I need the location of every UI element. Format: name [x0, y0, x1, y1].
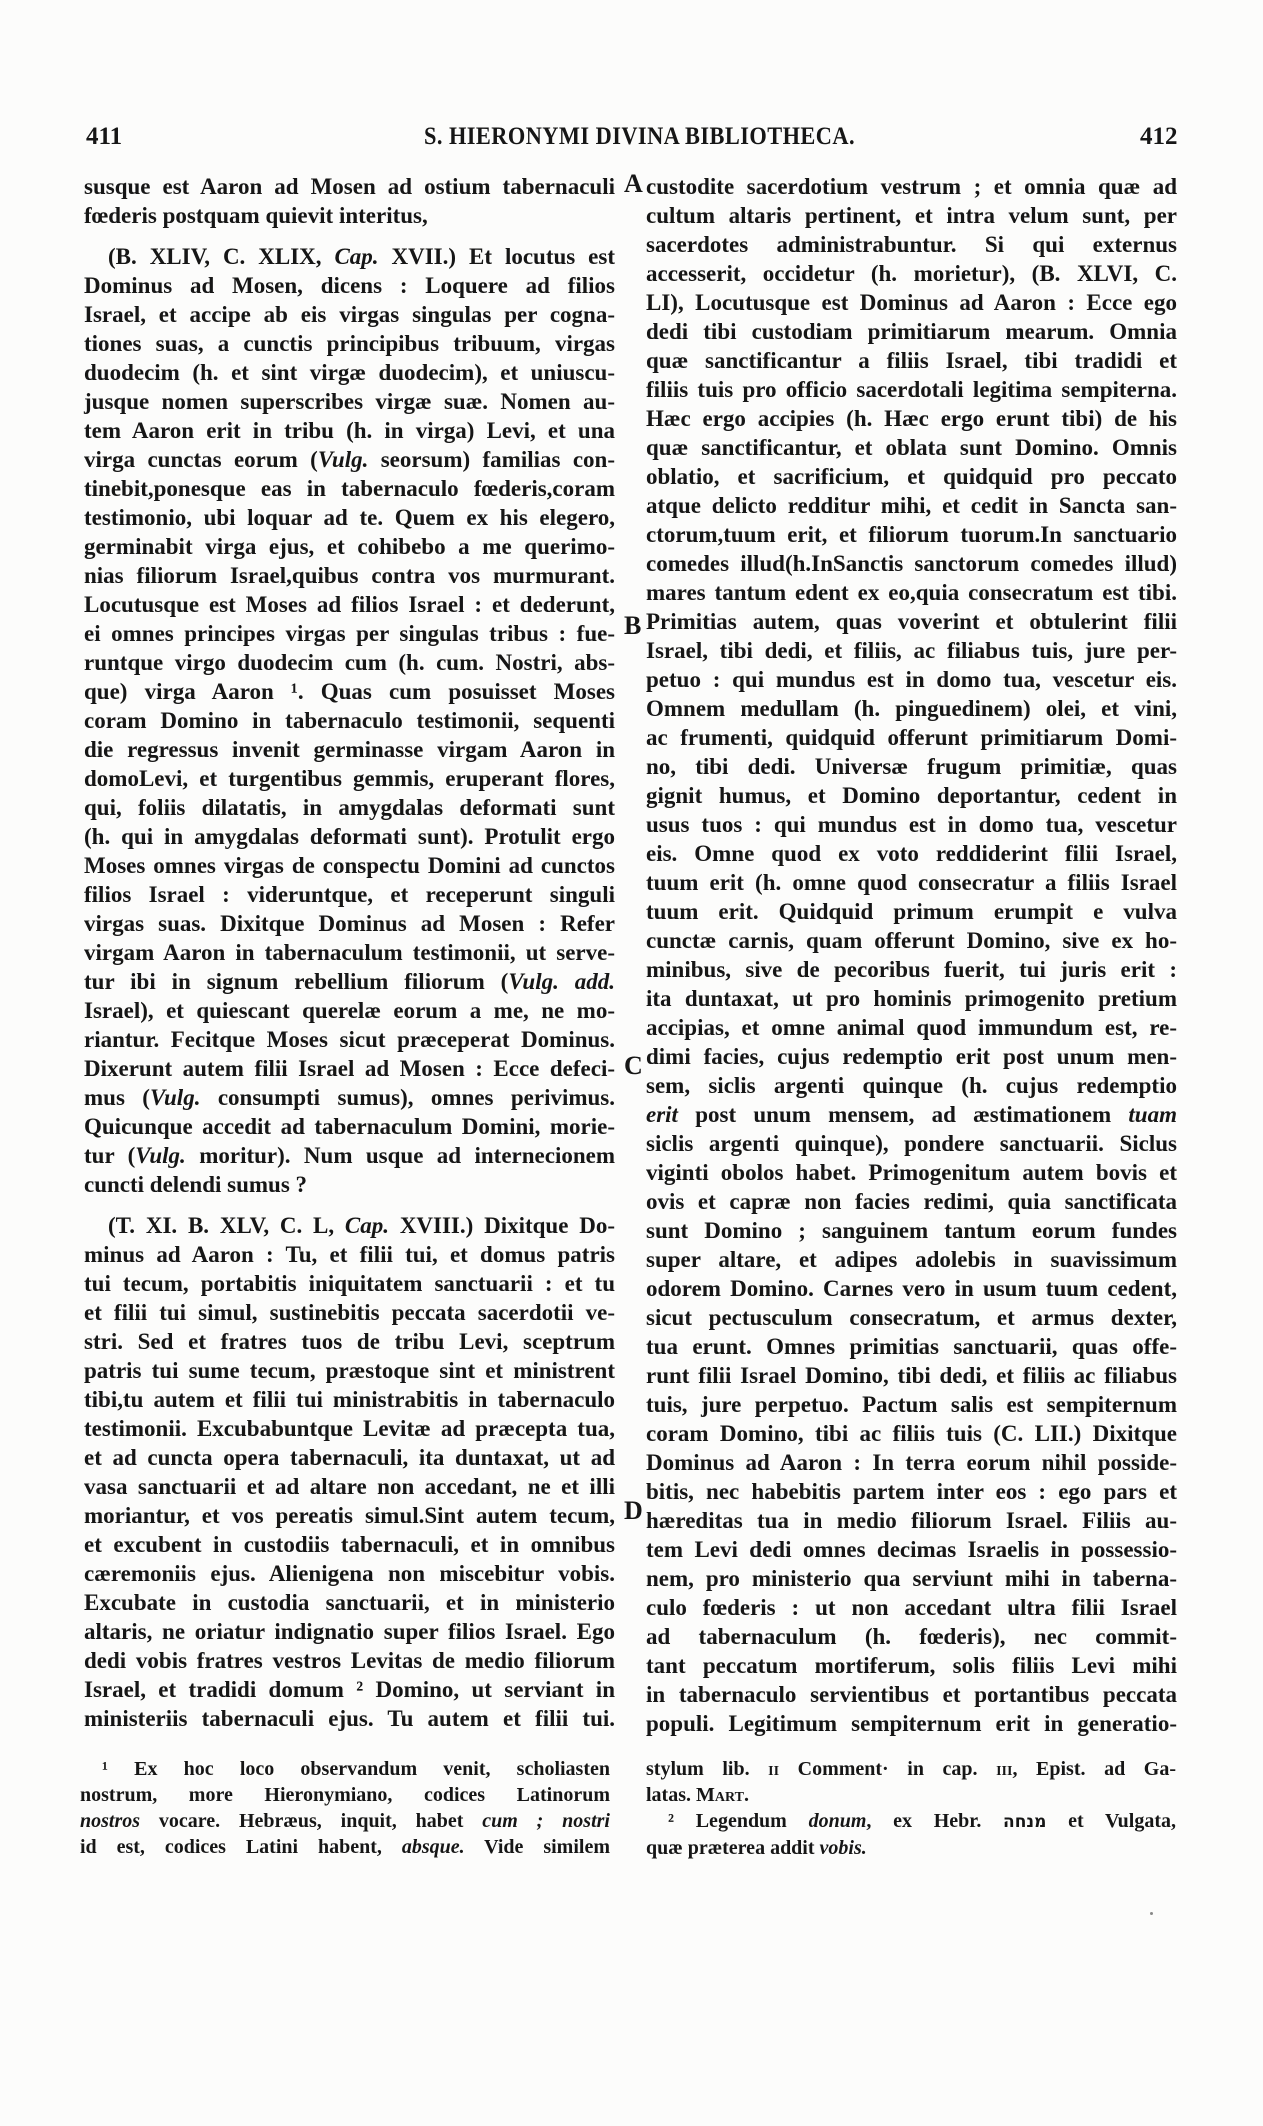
text-line: dedi vobis fratres vestros Levitas de medio filiorum: [84, 1648, 615, 1673]
text-line: atque delicto redditur mihi, et cedit in Sancta san-: [646, 493, 1177, 518]
text-line: nias filiorum Israel,quibus contra vos murmurant.: [84, 563, 615, 588]
text-line: tem Aaron erit in tribu (h. in virga) Levi, et una: [84, 418, 615, 443]
text-line: Moses omnes virgas de conspectu Domini ad cunctos: [84, 853, 615, 878]
text-line: accipias, et omne animal quod immundum est, re-: [646, 1015, 1177, 1040]
text-line: tant peccatum mortiferum, solis filiis Levi mihi: [646, 1653, 1177, 1678]
text-line: nem, pro ministerio qua serviunt mihi in taberna-: [646, 1566, 1177, 1591]
text-line: custodite sacerdotium vestrum ; et omnia quæ ad: [646, 174, 1177, 199]
paragraph: [646, 172, 1177, 1738]
text-line: stri. Sed et fratres tuos de tribu Levi, sceptrum: [84, 1329, 615, 1354]
text-line: testimonio, ubi loquar ad te. Quem ex his elegero,: [84, 505, 615, 530]
text-segment: id est, codices Latini habent,: [80, 1836, 402, 1858]
small-caps-text: Mart.: [696, 1784, 749, 1806]
text-line: ei omnes principes virgas per singulas tribus : fue-: [84, 621, 615, 646]
text-segment: , ex Hebr.: [866, 1810, 1004, 1832]
text-line: siclis argenti quinque), pondere sanctuarii. Siclus: [646, 1131, 1177, 1156]
text-line: tuum erit (h. omne quod consecratur a filiis Israel: [646, 870, 1177, 895]
text-line: quæ sanctificantur a filiis Israel, tibi tradidi et: [646, 348, 1177, 373]
left-text-column: [84, 172, 615, 1745]
italic-text: tuam: [1128, 1102, 1177, 1127]
text-segment: tur (: [84, 1143, 136, 1168]
text-line: ovis et capræ non facies redimi, quia sanctificata: [646, 1189, 1177, 1214]
text-line: duodecim (h. et sint virgæ duodecim), et uniuscu-: [84, 360, 615, 385]
text-line: altaris, ne oriatur indignatio super filios Israel. Ego: [84, 1619, 615, 1644]
text-line: tui tecum, portabitis iniquitatem sanctuarii : et tu: [84, 1271, 615, 1296]
text-line: gignit humus, et Domino deportantur, cedent in: [646, 783, 1177, 808]
text-line: et excubent in custodiis tabernaculi, et in omnibus: [84, 1532, 615, 1557]
text-line: patris tui sume tecum, præstoque sint et ministrent: [84, 1358, 615, 1383]
text-line: tuis, jure perpetuo. Pactum salis est sempiternum: [646, 1392, 1177, 1417]
paragraph: [84, 242, 615, 1199]
text-line: (h. qui in amygdalas deformati sunt). Protulit ergo: [84, 824, 615, 849]
text-line: ad tabernaculum (h. fœderis), nec commit-: [646, 1624, 1177, 1649]
text-line: filiis tuis pro officio sacerdotali legitima sempiterna.: [646, 377, 1177, 402]
text-line: Dominus ad Mosen, dicens : Loquere ad filios: [84, 273, 615, 298]
text-segment: seorsum) familias con-: [368, 447, 615, 472]
text-line: testimonii. Excubabuntque Levitæ ad præcepta tua,: [84, 1416, 615, 1441]
text-line: cuncti delendi sumus ?: [84, 1172, 308, 1197]
text-line: bitis, nec habebitis partem inter eos : ego pars et: [646, 1479, 1177, 1504]
italic-text: Vulg.: [149, 1085, 201, 1110]
text-line: minus ad Aaron : Tu, et filii tui, et domus patris: [84, 1242, 615, 1267]
text-line: [646, 1782, 1176, 1808]
text-line: coram Domino, tibi ac filiis tuis (C. LII.) Dixitque: [646, 1421, 1177, 1446]
text-line: [646, 1835, 1176, 1861]
italic-text: Vulg.: [317, 447, 369, 472]
text-line: hæreditas tua in medio filiorum Israel. Filiis au-: [646, 1508, 1177, 1533]
text-line: jusque nomen superscribes virgæ suæ. Nomen au-: [84, 389, 615, 414]
text-line: [646, 1808, 1176, 1835]
text-line: odorem Domino. Carnes vero in usum tuum cedent,: [646, 1276, 1177, 1301]
text-line: ¹ Ex hoc loco observandum venit, scholiasten: [102, 1758, 610, 1780]
text-segment: XVIII.) Dixitque Do-: [389, 1213, 615, 1238]
italic-text: donum: [808, 1810, 867, 1832]
text-line: [84, 445, 615, 474]
text-segment: et Vulgata,: [1046, 1810, 1176, 1832]
text-line: cunctæ carnis, quam offerunt Domino, sive ex ho-: [646, 928, 1177, 953]
margin-letter-a: A: [624, 169, 643, 198]
text-line: dimi facies, cujus redemptio erit post unum men-: [646, 1044, 1177, 1069]
text-line: Locutusque est Moses ad filios Israel : et dederunt,: [84, 592, 615, 617]
text-line: tinebit,ponesque eas in tabernaculo fœderis,coram: [84, 476, 615, 501]
text-line: moriantur, et vos pereatis simul.Sint autem tecum,: [84, 1503, 615, 1528]
italic-text: vobis.: [819, 1837, 867, 1859]
text-line: comedes illud(h.InSanctis sanctorum comedes illud): [646, 551, 1177, 576]
text-line: nostrum, more Hieronymiano, codices Latinorum: [80, 1784, 610, 1806]
text-line: [84, 1083, 615, 1112]
text-line: sem, siclis argenti quinque (h. cujus redemptio: [646, 1073, 1177, 1098]
hebrew-text: מנחה: [1003, 1812, 1047, 1832]
text-segment: tur ibi in signum rebellium filiorum (: [84, 969, 509, 994]
italic-text: Vulg. add.: [508, 969, 615, 994]
text-segment: mus (: [84, 1085, 150, 1110]
text-line: sicut pectusculum consecratum, et armus dexter,: [646, 1305, 1177, 1330]
text-line: ctorum,tuum erit, et filiorum tuorum.In sanctuario: [646, 522, 1177, 547]
small-caps-text: ii: [768, 1758, 780, 1780]
margin-letter-c: C: [624, 1051, 643, 1080]
text-line: vasa sanctuarii et ad altare non accedant, ne et illi: [84, 1474, 615, 1499]
italic-text: absque.: [401, 1836, 465, 1858]
text-line: fœderis postquam quievit interitus,: [84, 203, 428, 228]
text-segment: consumpti sumus), omnes perivimus.: [200, 1085, 615, 1110]
text-line: filios Israel : videruntque, et receperunt singuli: [84, 882, 615, 907]
text-line: viginti obolos habet. Primogenitum autem bovis et: [646, 1160, 1177, 1185]
running-title: S. HIERONYMI DIVINA BIBLIOTHECA.: [424, 123, 855, 150]
text-line: quæ sanctificantur, et oblata sunt Domino. Omnis: [646, 435, 1177, 460]
paragraph: [80, 1756, 610, 1860]
text-line: LI), Locutusque est Dominus ad Aaron : Ecce ego: [646, 290, 1177, 315]
text-segment: Vide similem: [464, 1836, 610, 1858]
text-line: tem Levi dedi omnes decimas Israelis in possessio-: [646, 1537, 1177, 1562]
text-line: Dominus ad Aaron : In terra eorum nihil posside-: [646, 1450, 1177, 1475]
small-caps-text: iii: [996, 1758, 1013, 1780]
text-segment: moritur). Num usque ad internecionem: [185, 1143, 615, 1168]
text-line: Primitias autem, quas voverint et obtulerint filii: [646, 609, 1177, 634]
text-line: ita duntaxat, ut pro hominis primogenito pretium: [646, 986, 1177, 1011]
text-line: coram Domino in tabernaculo testimonii, sequenti: [84, 708, 615, 733]
text-line: culo fœderis : ut non accedant ultra filii Israel: [646, 1595, 1177, 1620]
italic-text: erit: [646, 1102, 678, 1127]
text-line: [80, 1808, 610, 1834]
text-line: Israel, et tradidi domum ² Domino, ut serviant in: [84, 1677, 615, 1702]
text-segment: quæ præterea addit: [646, 1837, 820, 1859]
text-line: [646, 1756, 1176, 1782]
text-segment: Comment· in cap.: [779, 1758, 997, 1780]
text-segment: (T. XI. B. XLV, C. L,: [108, 1213, 345, 1238]
text-line: die regressus invenit germinasse virgam Aaron in: [84, 737, 615, 762]
text-line: susque est Aaron ad Mosen ad ostium tabernaculi: [84, 174, 615, 199]
text-line: Israel, tibi dedi, et filiis, ac filiabus tuis, jure per-: [646, 638, 1177, 663]
page-number-right: 412: [1140, 123, 1178, 150]
text-segment: XVII.) Et locutus est: [378, 244, 615, 269]
scan-speck: [1150, 1912, 1153, 1915]
text-line: Hæc ergo accipies (h. Hæc ergo erunt tibi) de his: [646, 406, 1177, 431]
text-line: Omnem medullam (h. pinguedinem) olei, et vini,: [646, 696, 1177, 721]
paragraph: [84, 172, 615, 230]
text-line: tibi,tu autem et filii tui ministrabitis in tabernaculo: [84, 1387, 615, 1412]
text-line: petuo : qui mundus est in domo tua, vescetur eis.: [646, 667, 1177, 692]
text-line: populi. Legitimum sempiternum erit in generatio-: [646, 1711, 1177, 1736]
text-segment: ² Legendum: [668, 1810, 809, 1832]
right-text-column: [646, 172, 1177, 1750]
page-number-left: 411: [86, 123, 123, 150]
text-line: [84, 1141, 615, 1170]
text-line: qui, foliis dilatatis, in amygdalas deformati sunt: [84, 795, 615, 820]
text-line: accesserit, occidetur (h. morietur), (B. XLVI, C.: [646, 261, 1177, 286]
text-line: [84, 1211, 615, 1240]
text-segment: virga cunctas eorum (: [84, 447, 318, 472]
text-segment: , Epist. ad Ga-: [1012, 1758, 1176, 1780]
text-segment: (B. XLIV, C. XLIX,: [108, 244, 335, 269]
italic-text: Vulg.: [135, 1143, 186, 1168]
italic-text: nostros: [80, 1810, 141, 1832]
text-line: que) virga Aaron ¹. Quas cum posuisset Moses: [84, 679, 615, 704]
paragraph: [84, 1211, 615, 1733]
text-line: ministeriis tabernaculi ejus. Tu autem et filii tui.: [84, 1706, 615, 1731]
italic-text: Cap.: [344, 1213, 390, 1238]
text-line: oblatio, et sacrificium, et quidquid pro peccato: [646, 464, 1177, 489]
text-line: minibus, sive de pecoribus fuerit, tui juris erit :: [646, 957, 1177, 982]
text-segment: vocare. Hebræus, inquit, habet: [140, 1810, 483, 1832]
text-line: eis. Omne quod ex voto reddiderint filii Israel,: [646, 841, 1177, 866]
text-line: cæremoniis ejus. Alienigena non miscebitur vobis.: [84, 1561, 615, 1586]
italic-text: cum ; nostri: [482, 1810, 610, 1832]
text-line: runt filii Israel Domino, tibi dedi, et filiis ac filiabus: [646, 1363, 1177, 1388]
text-line: tua erunt. Omnes primitias sanctuarii, quas offe-: [646, 1334, 1177, 1359]
text-line: no, tibi dedi. Universæ frugum primitiæ, quas: [646, 754, 1177, 779]
text-line: in tabernaculo servientibus et portantibus peccata: [646, 1682, 1177, 1707]
text-line: tuum erit. Quidquid primum erumpit e vulva: [646, 899, 1177, 924]
italic-text: Cap.: [334, 244, 379, 269]
text-line: riantur. Fecitque Moses sicut præceperat Dominus.: [84, 1027, 615, 1052]
text-segment: latas.: [646, 1784, 696, 1806]
text-line: sunt Domino ; sanguinem tantum eorum fundes: [646, 1218, 1177, 1243]
footnotes-right: [646, 1756, 1176, 1861]
margin-letter-d: D: [624, 1496, 643, 1525]
text-line: Quicunque accedit ad tabernaculum Domini, morie-: [84, 1114, 615, 1139]
text-line: et filii tui simul, sustinebitis peccata sacerdotii ve-: [84, 1300, 615, 1325]
text-line: runtque virgo duodecim cum (h. cum. Nostri, abs-: [84, 650, 615, 675]
text-line: [80, 1834, 610, 1860]
text-line: sacerdotes administrabuntur. Si qui externus: [646, 232, 1177, 257]
text-line: Dixerunt autem filii Israel ad Mosen : Ecce defeci-: [84, 1056, 615, 1081]
text-line: virgas suas. Dixitque Dominus ad Mosen : Refer: [84, 911, 615, 936]
text-line: domoLevi, et turgentibus gemmis, eruperant flores,: [84, 766, 615, 791]
text-line: tiones suas, a cunctis principibus tribuum, virgas: [84, 331, 615, 356]
text-line: et ad cuncta opera tabernaculi, ita duntaxat, ut ad: [84, 1445, 615, 1470]
text-line: super altare, et adipes adolebis in suavissimum: [646, 1247, 1177, 1272]
text-line: Israel, et accipe ab eis virgas singulas per cogna-: [84, 302, 615, 327]
text-segment: stylum lib.: [646, 1758, 769, 1780]
text-line: Israel), et quiescant querelæ eorum a me, ne mo-: [84, 998, 615, 1023]
text-line: mares tantum edent ex eo,quia consecratum est tibi.: [646, 580, 1177, 605]
text-line: [646, 1100, 1177, 1129]
text-line: Excubate in custodia sanctuarii, et in ministerio: [84, 1590, 615, 1615]
text-segment: post unum mensem, ad æstimationem: [677, 1102, 1129, 1127]
text-line: germinabit virga ejus, et cohibebo a me querimo-: [84, 534, 615, 559]
text-line: [84, 242, 615, 271]
text-line: dedi tibi custodiam primitiarum mearum. Omnia: [646, 319, 1177, 344]
text-line: cultum altaris pertinent, et intra velum sunt, per: [646, 203, 1177, 228]
margin-letter-b: B: [624, 611, 642, 640]
paragraph: [646, 1756, 1176, 1808]
paragraph: [646, 1808, 1176, 1861]
text-line: virgam Aaron in tabernaculum testimonii, ut serve-: [84, 940, 615, 965]
text-line: ac frumenti, quidquid offerunt primitiarum Domi-: [646, 725, 1177, 750]
footnotes-left: [80, 1756, 610, 1860]
text-line: usus tuos : qui mundus est in domo tua, vescetur: [646, 812, 1177, 837]
text-line: [84, 967, 615, 996]
